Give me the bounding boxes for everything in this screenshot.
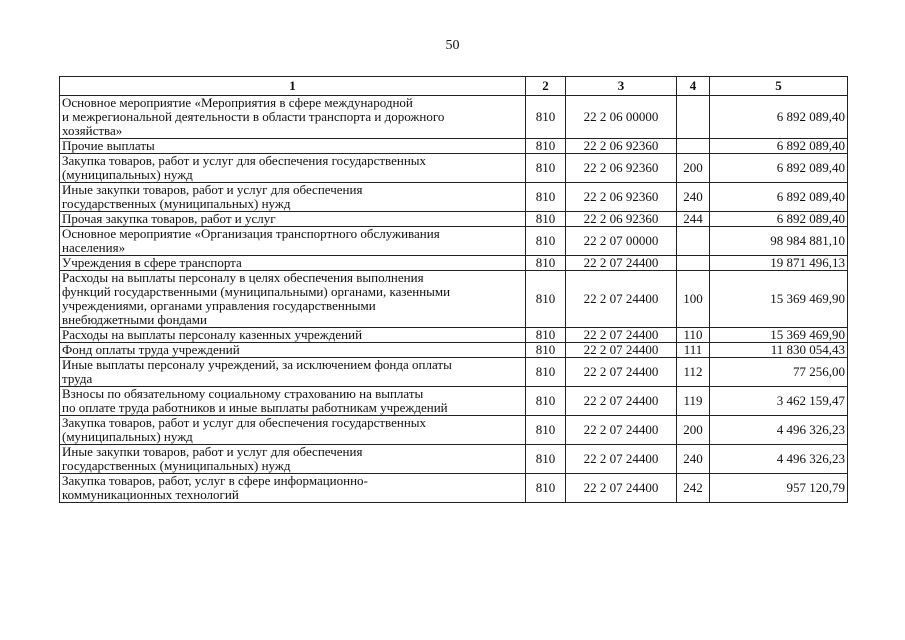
row-name-cell: Иные выплаты персоналу учреждений, за исключением фонда оплаты труда	[60, 358, 526, 387]
row-amount-cell: 19 871 496,13	[710, 256, 848, 271]
row-ved-cell: 810	[526, 212, 566, 227]
table-row	[60, 227, 848, 256]
row-csr-cell: 22 2 07 00000	[566, 227, 677, 256]
table-row	[60, 445, 848, 474]
row-vr-cell: 244	[677, 212, 710, 227]
header-col-4: 4	[677, 77, 710, 96]
table-row	[60, 474, 848, 503]
table-row	[60, 343, 848, 358]
row-csr-cell: 22 2 06 92360	[566, 212, 677, 227]
header-col-2: 2	[526, 77, 566, 96]
table-row	[60, 271, 848, 328]
table-row	[60, 183, 848, 212]
row-vr-cell: 100	[677, 271, 710, 328]
row-vr-cell	[677, 227, 710, 256]
row-csr-cell: 22 2 06 92360	[566, 139, 677, 154]
row-csr-cell: 22 2 07 24400	[566, 343, 677, 358]
header-col-1: 1	[60, 77, 526, 96]
row-amount-cell: 98 984 881,10	[710, 227, 848, 256]
row-ved-cell: 810	[526, 387, 566, 416]
row-ved-cell: 810	[526, 256, 566, 271]
row-amount-cell: 6 892 089,40	[710, 212, 848, 227]
table-row	[60, 256, 848, 271]
row-name-cell: Фонд оплаты труда учреждений	[60, 343, 526, 358]
header-col-5: 5	[710, 77, 848, 96]
row-csr-cell: 22 2 06 92360	[566, 183, 677, 212]
row-csr-cell: 22 2 07 24400	[566, 445, 677, 474]
row-ved-cell: 810	[526, 139, 566, 154]
row-ved-cell: 810	[526, 227, 566, 256]
row-csr-cell: 22 2 07 24400	[566, 328, 677, 343]
page-number: 50	[445, 38, 460, 53]
table-row	[60, 328, 848, 343]
row-csr-cell: 22 2 07 24400	[566, 271, 677, 328]
row-csr-cell: 22 2 06 92360	[566, 154, 677, 183]
row-amount-cell: 3 462 159,47	[710, 387, 848, 416]
row-ved-cell: 810	[526, 343, 566, 358]
row-name-cell: Учреждения в сфере транспорта	[60, 256, 526, 271]
row-csr-cell: 22 2 07 24400	[566, 256, 677, 271]
table-row	[60, 139, 848, 154]
table-row	[60, 387, 848, 416]
row-vr-cell: 200	[677, 416, 710, 445]
row-amount-cell: 6 892 089,40	[710, 96, 848, 139]
row-name-cell: Иные закупки товаров, работ и услуг для обеспечения государственных (муниципальных) нужд	[60, 183, 526, 212]
budget-table	[59, 76, 848, 503]
row-ved-cell: 810	[526, 183, 566, 212]
row-vr-cell: 240	[677, 183, 710, 212]
table-row	[60, 212, 848, 227]
table-row	[60, 96, 848, 139]
row-amount-cell: 11 830 054,43	[710, 343, 848, 358]
row-csr-cell: 22 2 07 24400	[566, 387, 677, 416]
row-csr-cell: 22 2 07 24400	[566, 416, 677, 445]
table-header-row	[60, 77, 848, 96]
row-vr-cell: 242	[677, 474, 710, 503]
row-csr-cell: 22 2 07 24400	[566, 474, 677, 503]
row-amount-cell: 6 892 089,40	[710, 183, 848, 212]
row-vr-cell: 112	[677, 358, 710, 387]
row-vr-cell	[677, 96, 710, 139]
row-amount-cell: 6 892 089,40	[710, 154, 848, 183]
row-vr-cell	[677, 139, 710, 154]
row-amount-cell: 15 369 469,90	[710, 271, 848, 328]
row-vr-cell	[677, 256, 710, 271]
row-amount-cell: 4 496 326,23	[710, 416, 848, 445]
table-row	[60, 358, 848, 387]
row-amount-cell: 957 120,79	[710, 474, 848, 503]
row-ved-cell: 810	[526, 271, 566, 328]
row-name-cell: Расходы на выплаты персоналу в целях обеспечения выполнения функций государственными (муниципальными) органами, казенными учреждениями, органами управления государственными внебюджетными фондами	[60, 271, 526, 328]
row-vr-cell: 111	[677, 343, 710, 358]
row-ved-cell: 810	[526, 445, 566, 474]
row-vr-cell: 240	[677, 445, 710, 474]
row-csr-cell: 22 2 07 24400	[566, 358, 677, 387]
table-row	[60, 154, 848, 183]
row-name-cell: Иные закупки товаров, работ и услуг для обеспечения государственных (муниципальных) нужд	[60, 445, 526, 474]
row-name-cell: Расходы на выплаты персоналу казенных учреждений	[60, 328, 526, 343]
header-col-3: 3	[566, 77, 677, 96]
row-vr-cell: 200	[677, 154, 710, 183]
row-amount-cell: 77 256,00	[710, 358, 848, 387]
table-body	[60, 96, 848, 503]
row-amount-cell: 4 496 326,23	[710, 445, 848, 474]
row-name-cell: Прочие выплаты	[60, 139, 526, 154]
row-name-cell: Закупка товаров, работ и услуг для обеспечения государственных (муниципальных) нужд	[60, 416, 526, 445]
row-name-cell: Закупка товаров, работ и услуг для обеспечения государственных (муниципальных) нужд	[60, 154, 526, 183]
row-name-cell: Взносы по обязательному социальному страхованию на выплаты по оплате труда работников и иные выплаты работникам учреждений	[60, 387, 526, 416]
row-amount-cell: 6 892 089,40	[710, 139, 848, 154]
row-ved-cell: 810	[526, 96, 566, 139]
row-amount-cell: 15 369 469,90	[710, 328, 848, 343]
row-vr-cell: 119	[677, 387, 710, 416]
row-ved-cell: 810	[526, 474, 566, 503]
row-ved-cell: 810	[526, 416, 566, 445]
row-name-cell: Основное мероприятие «Мероприятия в сфере международной и межрегиональной деятельности в области транспорта и дорожного хозяйства»	[60, 96, 526, 139]
table-row	[60, 416, 848, 445]
row-ved-cell: 810	[526, 328, 566, 343]
row-name-cell: Основное мероприятие «Организация транспортного обслуживания населения»	[60, 227, 526, 256]
row-vr-cell: 110	[677, 328, 710, 343]
row-name-cell: Закупка товаров, работ, услуг в сфере информационно- коммуникационных технологий	[60, 474, 526, 503]
row-name-cell: Прочая закупка товаров, работ и услуг	[60, 212, 526, 227]
row-csr-cell: 22 2 06 00000	[566, 96, 677, 139]
row-ved-cell: 810	[526, 154, 566, 183]
row-ved-cell: 810	[526, 358, 566, 387]
